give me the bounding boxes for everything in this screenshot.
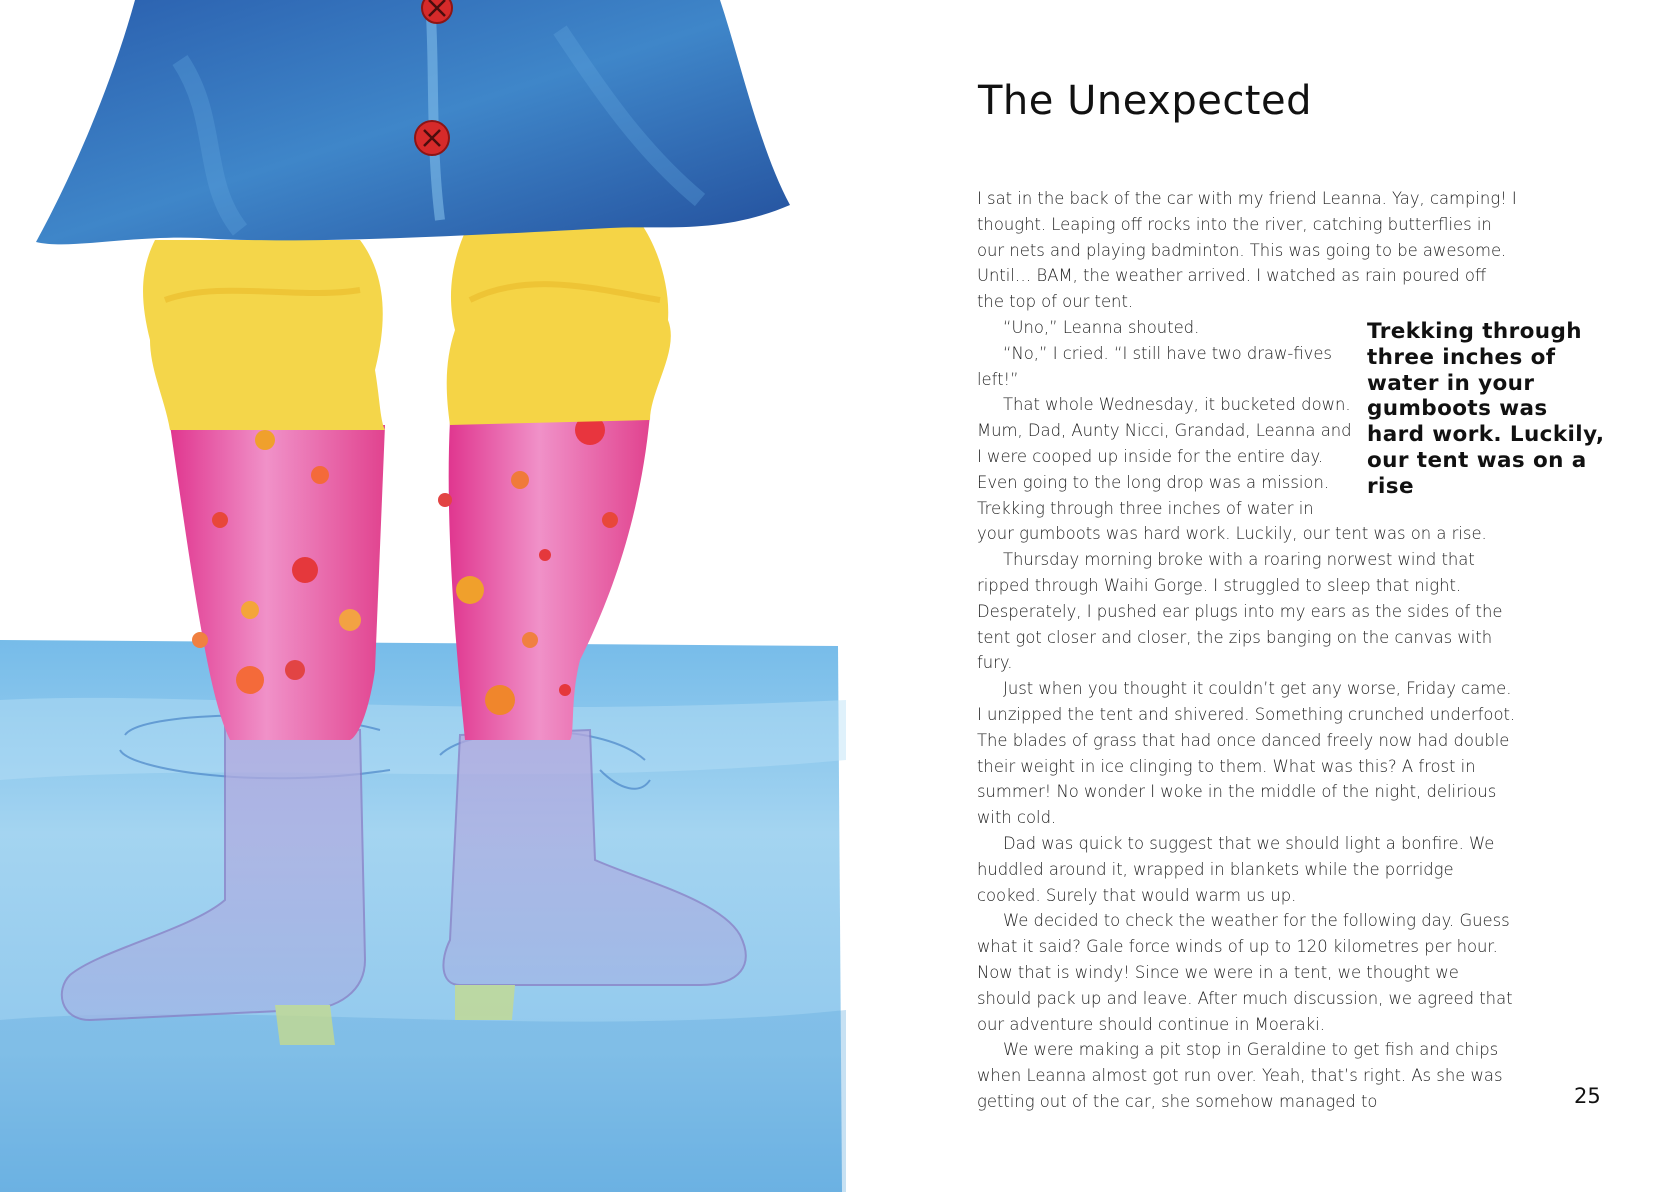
paragraph-4: That whole Wednesday, it bucketed down. Mum, Dad, Aunty Nicci, Grandad, Leanna and I were cooped up inside for the entire day. Even going to the long drop was a mission. Trekking through three inches of water in your gumboots was hard work. Luckily, our tent was on a rise. <box>977 395 1487 544</box>
blue-skirt <box>36 0 790 244</box>
pull-quote: Trekking through three inches of water in your gumboots was hard work. Luckily, our tent was on a rise <box>1367 318 1605 499</box>
tights-right <box>447 222 671 425</box>
chapter-title: The Unexpected <box>978 78 1312 124</box>
paragraph-7: Dad was quick to suggest that we should light a bonfire. We huddled around it, wrapped in blankets while the porridge cooked. Surely that would warm us up. <box>977 833 1495 905</box>
tights-left <box>143 240 385 430</box>
paragraph-3: “No,” I cried. “I still have two draw-fives left!” <box>977 343 1332 389</box>
paragraph-2: “Uno,” Leanna shouted. <box>1003 317 1200 337</box>
paragraph-8: We decided to check the weather for the following day. Guess what it said? Gale force winds of up to 120 kilometres per hour. Now that is windy! Since we were in a tent, we thought we should pack up and leave. After much discussion, we agreed that our adventure should continue in Moeraki. <box>977 911 1513 1034</box>
paragraph-1: I sat in the back of the car with my friend Leanna. Yay, camping! I thought. Leaping off rocks into the river, catching butterflies in our nets and playing badminton. This was going to be awesome. Until… BAM, the weather arrived. I watched as rain poured off the top of our tent. <box>977 189 1517 312</box>
paragraph-5: Thursday morning broke with a roaring norwest wind that ripped through Waihi Gorge. I struggled to sleep that night. Desperately, I pushed ear plugs into my ears as the sides of the tent got closer and closer, the zips banging on the canvas with fury. <box>977 550 1503 673</box>
text-page <box>846 0 1677 1192</box>
paragraph-9: We were making a pit stop in Geraldine to get fish and chips when Leanna almost got run over. Yeah, that’s right. As she was getting out of the car, she somehow managed to <box>977 1040 1503 1111</box>
paragraph-6: Just when you thought it couldn’t get any worse, Friday came. I unzipped the tent and shivered. Something crunched underfoot. The blades of grass that had once danced freely now had double their weight in ice clinging to them. What was this? A frost in summer! No wonder I woke in the middle of the night, delirious with cold. <box>977 679 1516 828</box>
page-number: 25 <box>1574 1084 1601 1108</box>
